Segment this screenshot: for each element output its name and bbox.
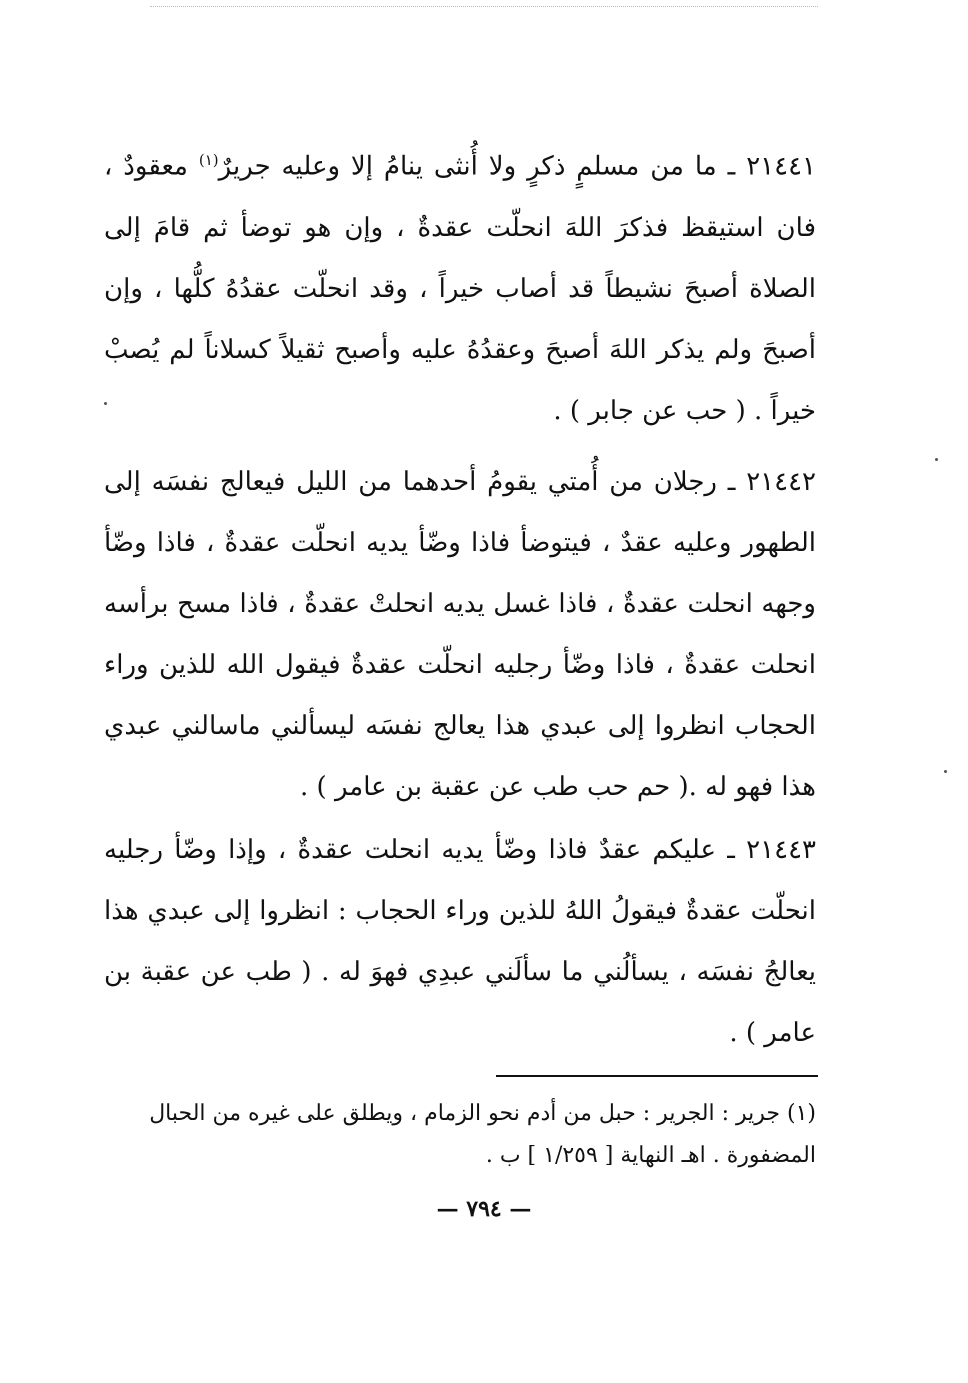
hadith-number: ٢١٤٤٢ (746, 467, 817, 497)
hadith-2443 (104, 820, 816, 1064)
hadith-2442 (104, 452, 816, 818)
hadith-text: ـ ما من مسلمٍ ذكرٍ ولا أُنثى ينامُ إلا وعليه جريرٌ (218, 151, 736, 182)
hadith-2441 (104, 130, 816, 442)
footnote-line: (١) جرير : الجرير : حبل من أدم نحو الزمام ، ويطلق على غيره من الحبال (149, 1101, 816, 1126)
scan-speck (104, 402, 107, 405)
hadith-text: ـ رجلان من أُمتي يقومُ أحدهما من الليل فيعالج نفسَه إلى الطهور وعليه عقدٌ ، فيتوضأ فاذا وضّأ يديه انحلّت عقدةٌ ، فاذا وضّأ وجهه انحلت عقدةٌ ، فاذا غسل يديه انحلتْ عقدةٌ ، فاذا مسح برأسه انحلت عقدةٌ ، فاذا وضّأ رجليه انحلّت عقدةٌ فيقول الله للذين وراء الحجاب انظروا إلى عبدي هذا يعالج نفسَه ليسألني ماسالني عبدي هذا فهو له .( حم حب طب عن عقبة بن عامر ) . (104, 467, 816, 802)
hadith-number: ٢١٤٤١ (746, 151, 817, 182)
scan-speck (944, 770, 947, 773)
footnote-ref: (١) (198, 151, 219, 169)
hadith-number: ٢١٤٤٣ (746, 835, 816, 865)
scan-top-edge (150, 6, 818, 7)
footnote-divider (496, 1075, 818, 1077)
footnote (104, 1093, 816, 1177)
footnote-line: المضفورة . اهـ النهاية [ ١/٢٥٩ ] ب . (485, 1143, 816, 1168)
hadith-text-continued: معقودٌ ، فان استيقظ فذكرَ اللهَ انحلّت عقدةٌ ، وإن هو توضأ ثم قامَ إلى الصلاة أصبحَ نشيطاً قد أصاب خيراً ، وقد انحلّت عقدُهُ كلُّها ، وإن أصبحَ ولم يذكر اللهَ أصبحَ وعقدُهُ عليه وأصبح ثقيلاً كسلاناً لم يُصبْ خيراً . ( حب عن جابر ) . (104, 151, 816, 426)
scan-speck (935, 458, 938, 461)
hadith-text: ـ عليكم عقدٌ فاذا وضّأ يديه انحلت عقدةٌ ، وإذا وضّأ رجليه انحلّت عقدةٌ فيقولُ اللهُ للذين وراء الحجاب : انظروا إلى عبدي هذا يعالجُ نفسَه ، يسألُني ما سألَني عبدِي فهوَ له . ( طب عن عقبة بن عامر ) . (104, 835, 816, 1048)
page-number: — ٧٩٤ — (436, 1196, 532, 1222)
